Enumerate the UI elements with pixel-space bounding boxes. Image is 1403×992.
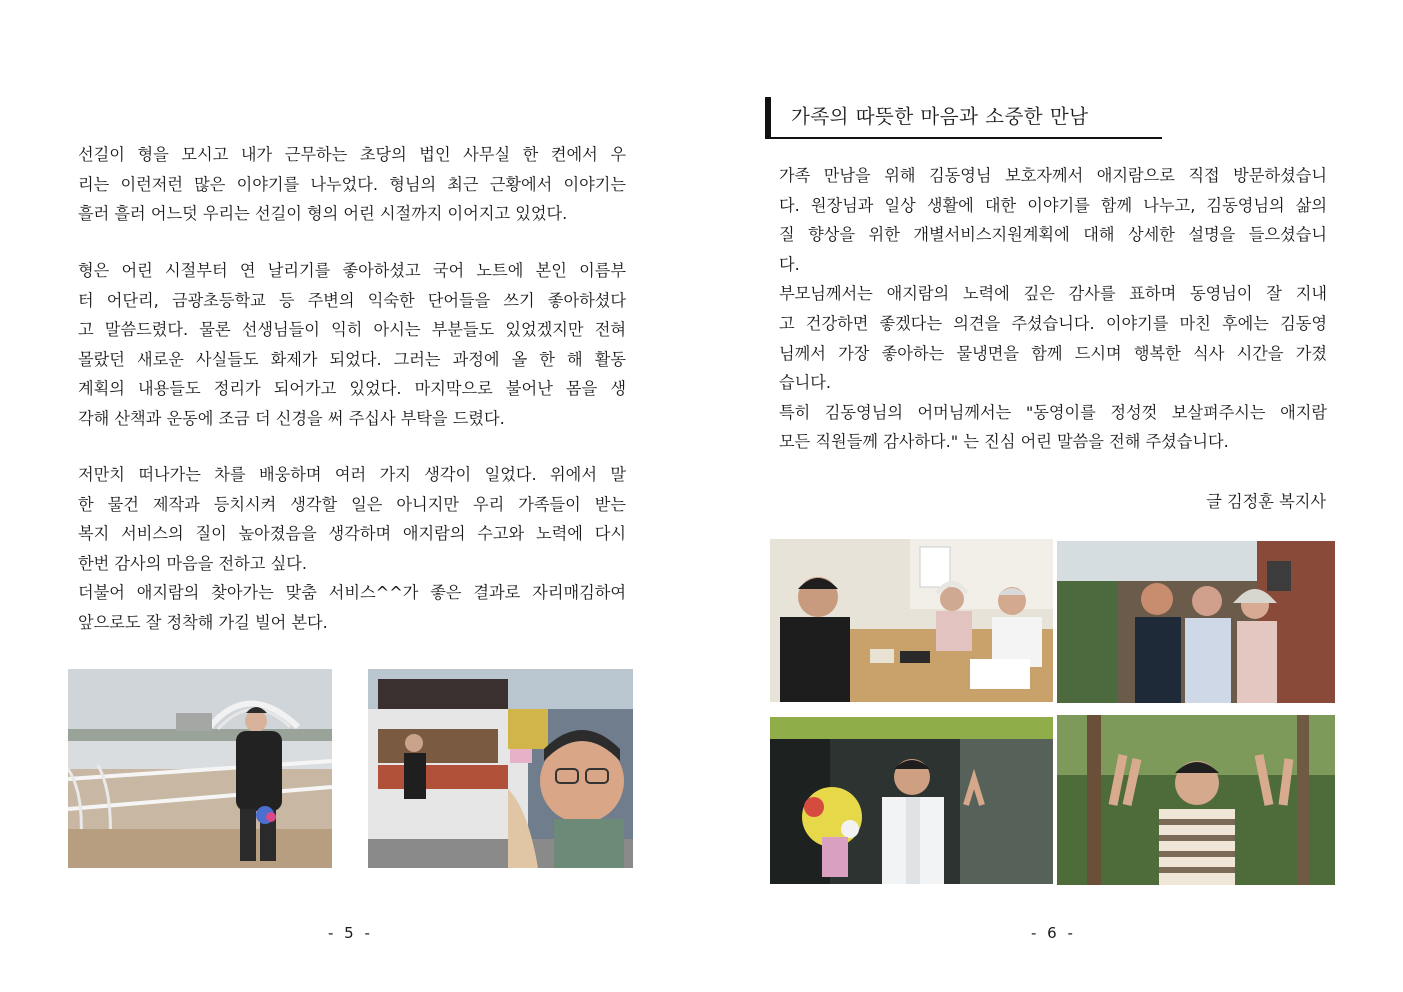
text-line: 터 어단리, 금광초등학교 등 주변의 익숙한 단어들을 쓰기 좋아하셨다 — [78, 290, 626, 310]
page-number: - 6 - — [1031, 924, 1076, 942]
text-line: 리는 이런저런 많은 이야기를 나누었다. 형님의 최근 근황에서 이야기는 — [78, 174, 626, 194]
text-line: 한 물건 제작과 등치시켜 생각할 일은 아니지만 우리 가족들이 받는 — [78, 494, 626, 514]
text-line: 선길이 형을 모시고 내가 근무하는 초당의 법인 사무실 한 켠에서 우 — [78, 145, 626, 164]
title-underline — [765, 137, 1162, 139]
text-line: 복지 서비스의 질이 높아졌음을 생각하며 애지람의 수고와 노력에 다시 — [78, 524, 626, 544]
photo-flowers-shop — [770, 717, 1053, 884]
text-line: 질 향상을 위한 개별서비스지원계획에 대해 상세한 설명을 들으셨습니 — [779, 225, 1327, 245]
left-paragraph-2 — [78, 256, 626, 434]
text-line: 각해 산책과 운동에 조금 더 신경을 써 주십사 부탁을 드렸다. — [78, 408, 505, 428]
section-header — [765, 97, 1165, 139]
text-line: 다. — [779, 254, 800, 274]
left-paragraph-3 — [78, 460, 626, 638]
text-line: 형은 어린 시절부터 연 날리기를 좋아하셨고 국어 노트에 본인 이름부 — [78, 261, 626, 280]
text-line: 몰랐던 새로운 사실들도 화제가 되었다. 그러는 과정에 올 한 해 활동 — [78, 349, 626, 369]
text-line: 더불어 애지람의 찾아가는 맞춤 서비스^^가 좋은 결과로 자리매김하여 — [78, 583, 626, 603]
text-line: 앞으로도 잘 정착해 가길 빌어 본다. — [78, 612, 328, 632]
photo-meeting-table — [770, 539, 1053, 702]
section-title: 가족의 따뜻한 마음과 소중한 만남 — [791, 105, 1089, 128]
author-credit: 글 김정훈 복지사 — [1206, 492, 1326, 511]
text-line: 부모님께서는 애지람의 노력에 깊은 감사를 표하며 동영님이 잘 지내 — [779, 284, 1327, 304]
text-line: 가족 만남을 위해 김동영님 보호자께서 애지람으로 직접 방문하셨습니 — [779, 166, 1327, 185]
text-line: 한번 감사의 마음을 전하고 싶다. — [78, 553, 308, 573]
right-page — [703, 0, 1403, 992]
photo-family-group — [1057, 541, 1335, 703]
text-line: 모든 직원들께 감사하다." 는 진심 어린 말씀을 전해 주셨습니다. — [779, 432, 1229, 452]
text-line: 흘러 흘러 어느덧 우리는 선길이 형의 어린 시절까지 이어지고 있었다. — [78, 204, 568, 224]
text-line: 습니다. — [779, 373, 832, 393]
left-paragraph-1 — [78, 140, 626, 229]
page-number: - 5 - — [328, 924, 373, 942]
photo-bridge — [68, 669, 332, 868]
text-line: 님께서 가장 좋아하는 물냉면을 함께 드시며 행복한 식사 시간을 가졌 — [779, 343, 1327, 363]
right-paragraph-1 — [779, 161, 1327, 457]
text-line: 계획의 내용들도 정리가 되어가고 있었다. 마지막으로 불어난 몸을 생 — [78, 379, 626, 399]
text-line: 고 말씀드렸다. 물론 선생님들이 익히 아시는 부분들도 있었겠지만 전혀 — [78, 320, 626, 340]
text-line: 다. 원장님과 일상 생활에 대한 이야기를 함께 나누고, 김동영님의 삶의 — [779, 195, 1327, 215]
title-accent-bar — [765, 97, 771, 137]
photo-v-sign-forest — [1057, 715, 1335, 885]
text-line: 저만치 떠나가는 차를 배웅하며 여러 가지 생각이 일었다. 위에서 말 — [78, 465, 626, 484]
photo-food-truck — [368, 669, 633, 868]
text-line: 특히 김동영님의 어머님께서는 "동영이를 정성껏 보살펴주시는 애지람 — [779, 402, 1327, 422]
left-page — [0, 0, 700, 992]
text-line: 고 건강하면 좋겠다는 의견을 주셨습니다. 이야기를 마친 후에는 김동영 — [779, 313, 1327, 333]
